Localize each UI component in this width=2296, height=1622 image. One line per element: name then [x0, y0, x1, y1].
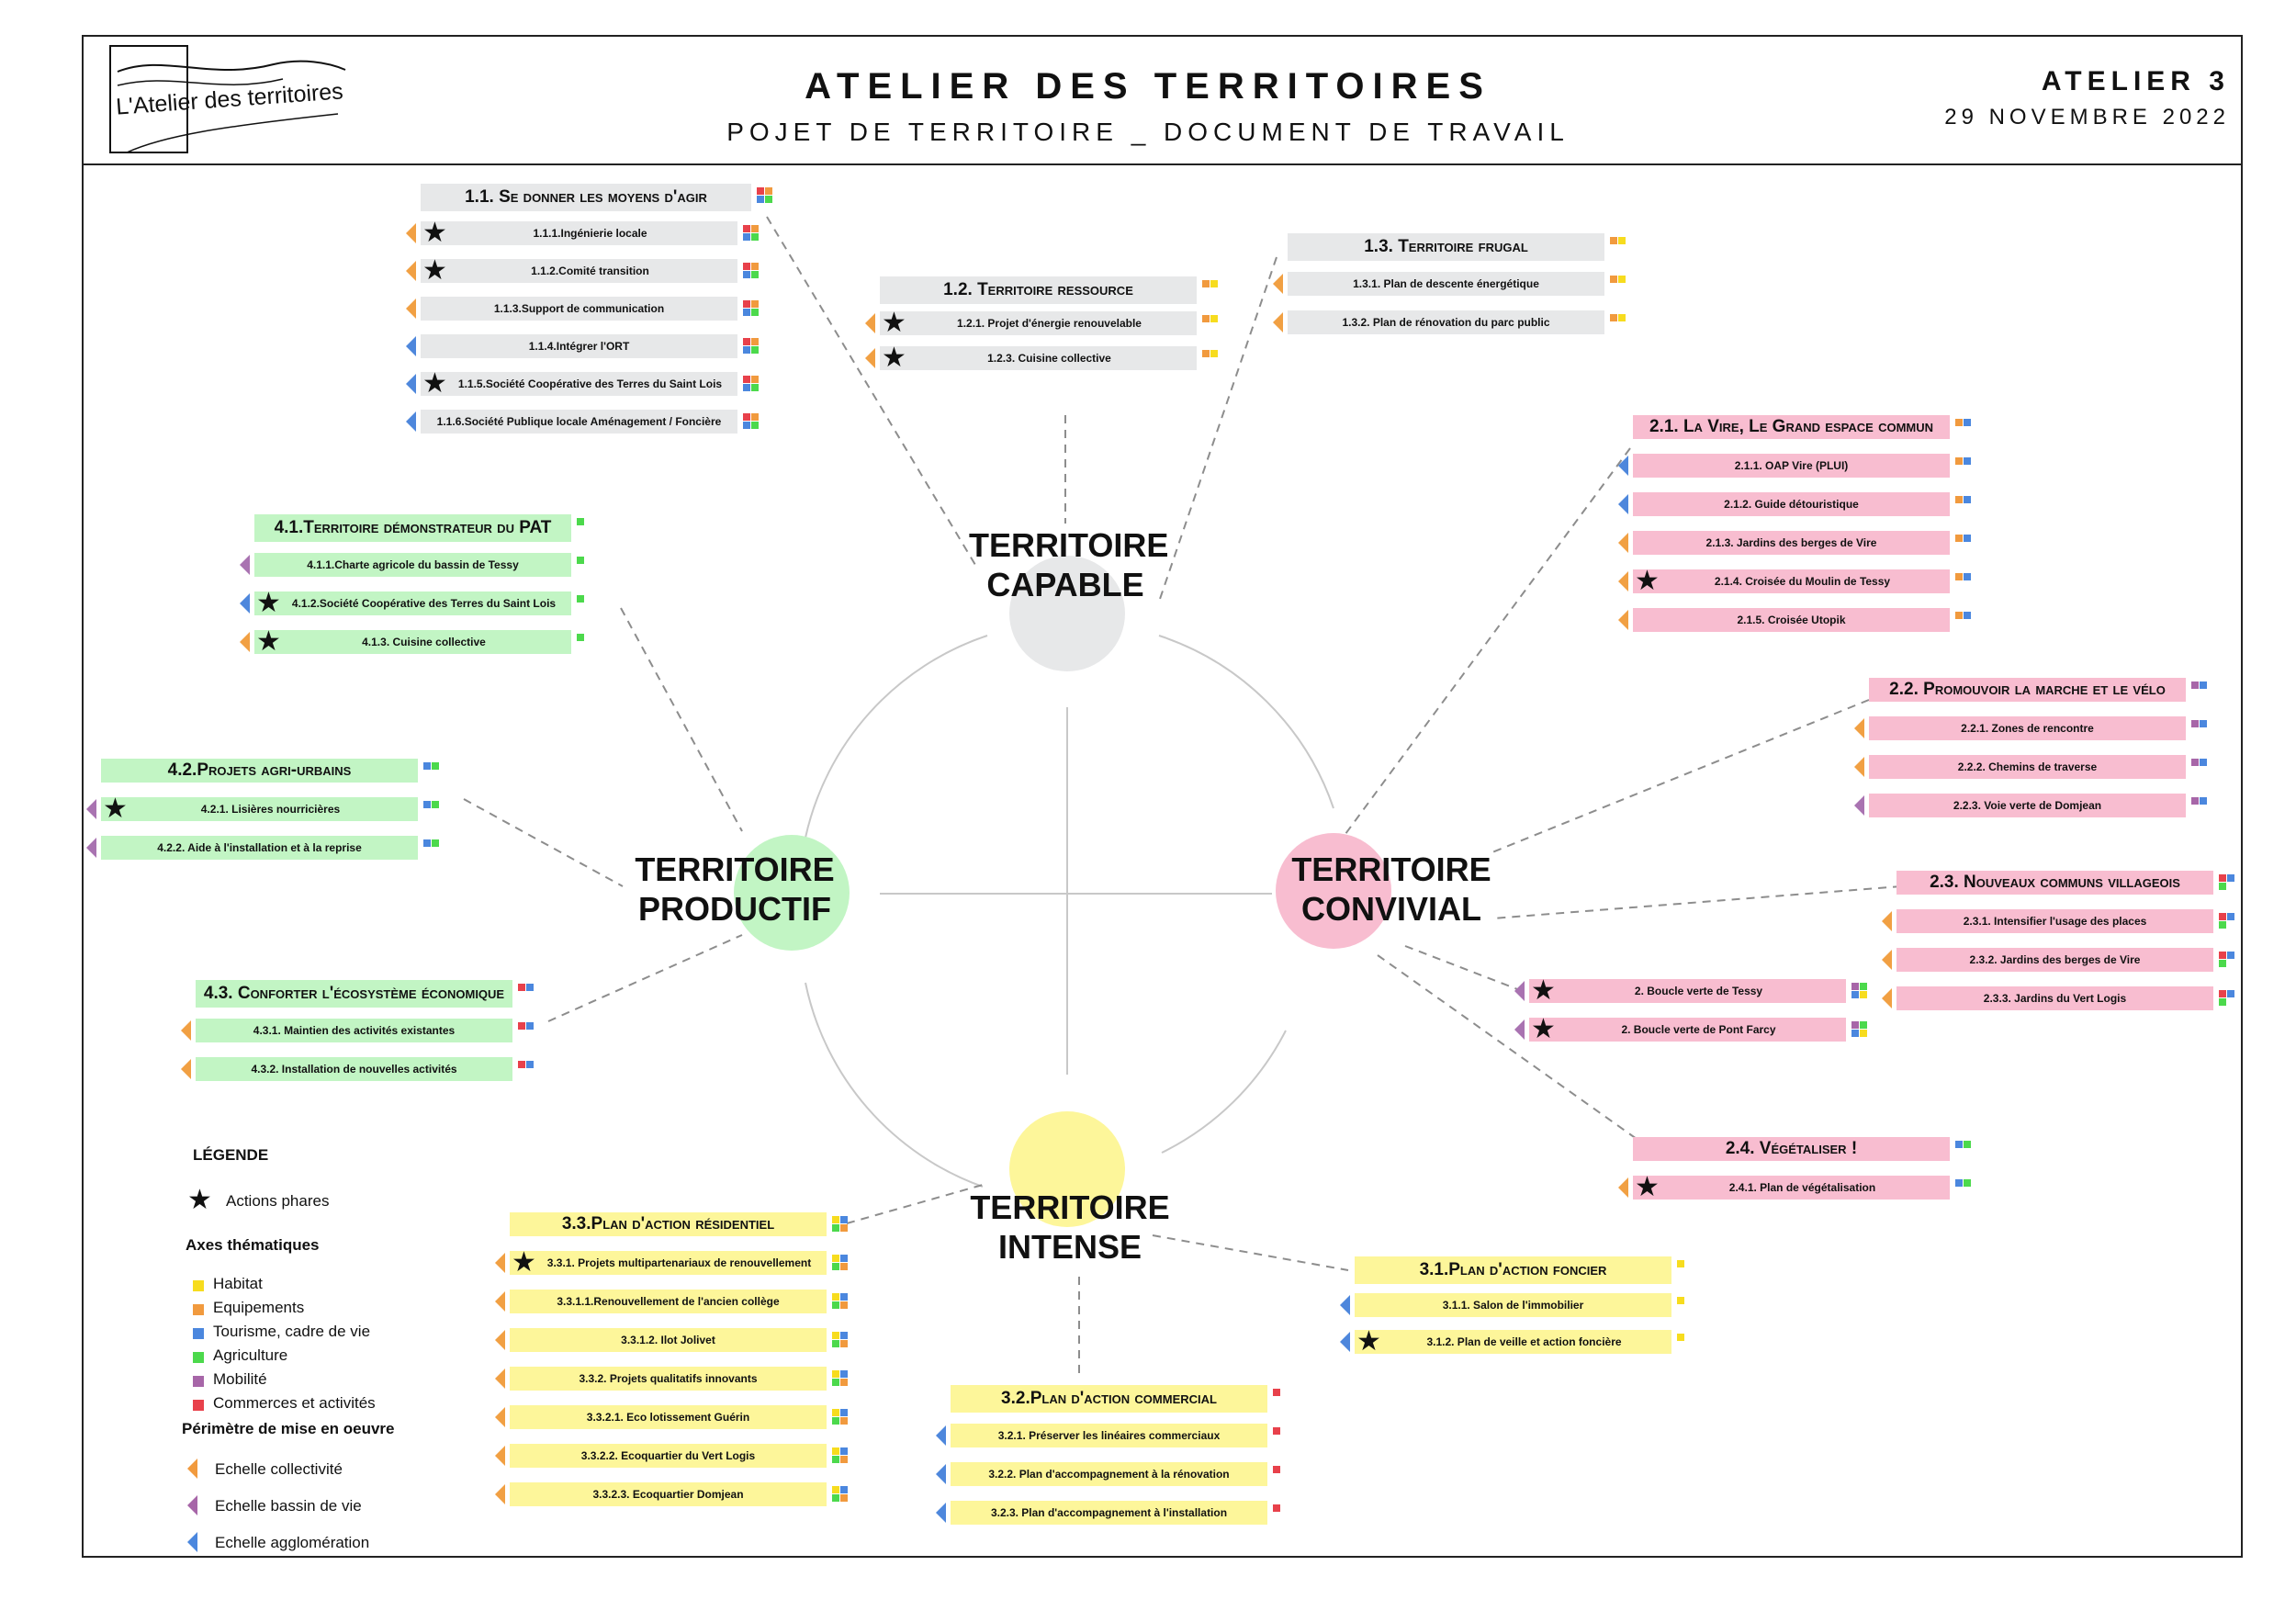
star-icon: ★ [882, 308, 906, 338]
star-icon: ★ [1635, 566, 1660, 596]
theme-squares [832, 1263, 839, 1270]
echelle-triangle-icon [240, 555, 250, 575]
theme-squares [1955, 535, 1963, 542]
theme-squares [751, 422, 759, 429]
theme-squares [1202, 315, 1210, 322]
theme-squares [1210, 350, 1218, 357]
theme-squares [1273, 1466, 1280, 1473]
legend-color-square [193, 1400, 204, 1411]
action-item: 3.3.2.2. Ecoquartier du Vert Logis [510, 1444, 827, 1468]
action-item: 2. Boucle verte de Tessy [1529, 979, 1846, 1003]
legend-color-square [193, 1352, 204, 1363]
legend-perimetre-label: Echelle agglomération [215, 1534, 370, 1551]
legend-axis-label: Commerces et activités [213, 1394, 376, 1412]
action-item: 3.3.1.2. Ilot Jolivet [510, 1328, 827, 1352]
action-item: 1.2.1. Projet d'énergie renouvelable [880, 311, 1197, 335]
echelle-triangle-icon [406, 411, 416, 432]
theme-squares [2219, 913, 2226, 920]
echelle-triangle-icon [1340, 1295, 1350, 1315]
echelle-triangle-icon [406, 223, 416, 243]
theme-squares [751, 338, 759, 345]
legend-axis-label: Mobilité [213, 1370, 267, 1388]
echelle-triangle-icon [1854, 757, 1864, 777]
theme-squares [2219, 921, 2226, 929]
group-header-g43: 4.3. Conforter l'écosystème économique [196, 980, 512, 1008]
action-item: 2. Boucle verte de Pont Farcy [1529, 1018, 1846, 1042]
echelle-triangle-icon [1618, 1177, 1628, 1198]
theme-squares [832, 1447, 839, 1455]
theme-squares [1610, 276, 1617, 283]
theme-squares [1955, 573, 1963, 580]
theme-squares [1618, 276, 1626, 283]
theme-squares [1618, 237, 1626, 244]
echelle-triangle-icon [865, 313, 875, 333]
action-item: 4.2.1. Lisières nourricières [101, 797, 418, 821]
theme-squares [832, 1293, 839, 1301]
theme-squares [840, 1224, 848, 1232]
theme-squares [743, 338, 750, 345]
theme-squares [1964, 573, 1971, 580]
theme-squares [1851, 983, 1859, 990]
theme-squares [1860, 1021, 1867, 1029]
theme-squares [1851, 991, 1859, 998]
star-icon: ★ [882, 343, 906, 373]
action-item: 2.2.1. Zones de rencontre [1869, 716, 2186, 740]
theme-squares [832, 1340, 839, 1347]
echelle-triangle-icon [1514, 1019, 1525, 1040]
theme-squares [832, 1332, 839, 1339]
theme-squares [1964, 457, 1971, 465]
star-icon: ★ [103, 794, 128, 824]
theme-squares [840, 1293, 848, 1301]
theme-squares [840, 1486, 848, 1493]
theme-squares [832, 1370, 839, 1378]
legend-perimetre-title: Périmètre de mise en oeuvre [182, 1420, 395, 1437]
action-item: 4.3.1. Maintien des activités existantes [196, 1019, 512, 1042]
theme-squares [1210, 315, 1218, 322]
theme-squares [751, 233, 759, 241]
theme-squares [1964, 1141, 1971, 1148]
hub-label-productif: TERRITOIRE PRODUCTIF [635, 850, 835, 928]
legend-axis-label: Tourisme, cadre de vie [213, 1323, 371, 1340]
legend-color-square [193, 1328, 204, 1339]
theme-squares [2191, 759, 2199, 766]
theme-squares [1273, 1504, 1280, 1512]
theme-squares [743, 376, 750, 383]
theme-squares [751, 225, 759, 232]
theme-squares [2219, 883, 2226, 890]
theme-squares [743, 384, 750, 391]
theme-squares [2219, 990, 2226, 997]
center-cross [805, 636, 1334, 1187]
action-item: 3.1.2. Plan de veille et action foncière [1355, 1330, 1671, 1354]
theme-squares [577, 518, 584, 525]
theme-squares [1955, 612, 1963, 619]
theme-squares [832, 1417, 839, 1425]
theme-squares [423, 801, 431, 808]
group-header-g21: 2.1. La Vire, Le Grand espace commun [1633, 415, 1950, 439]
action-item: 3.2.3. Plan d'accompagnement à l'installation [951, 1501, 1267, 1525]
action-item: 2.1.3. Jardins des berges de Vire [1633, 531, 1950, 555]
theme-squares [840, 1255, 848, 1262]
action-item: 1.1.6.Société Publique locale Aménagement / Foncière [421, 410, 737, 434]
theme-squares [765, 187, 772, 195]
theme-squares [2219, 952, 2226, 959]
legend-perimetre-label: Echelle bassin de vie [215, 1497, 362, 1515]
theme-squares [1860, 1030, 1867, 1037]
action-item: 1.3.1. Plan de descente énergétique [1288, 272, 1604, 296]
page-title: ATELIER DES TERRITOIRES [805, 66, 1491, 107]
theme-squares [432, 839, 439, 847]
group-header-g23: 2.3. Nouveaux communs villageois [1896, 871, 2213, 895]
action-item: 3.1.1. Salon de l'immobilier [1355, 1293, 1671, 1317]
theme-squares [840, 1494, 848, 1502]
theme-squares [751, 384, 759, 391]
theme-squares [1210, 280, 1218, 287]
echelle-triangle-icon [495, 1291, 505, 1312]
group-header-g12: 1.2. Territoire ressource [880, 276, 1197, 304]
theme-squares [1955, 419, 1963, 426]
theme-squares [1273, 1427, 1280, 1435]
echelle-triangle-icon [86, 838, 96, 858]
action-item: 1.1.5.Société Coopérative des Terres du Saint Lois [421, 372, 737, 396]
theme-squares [743, 422, 750, 429]
legend-axis-label: Habitat [213, 1275, 263, 1292]
hub-label-intense: TERRITOIRE INTENSE [970, 1188, 1170, 1266]
theme-squares [1851, 1030, 1859, 1037]
echelle-triangle-icon [1618, 571, 1628, 591]
theme-squares [840, 1370, 848, 1378]
action-item: 3.3.1.1.Renouvellement de l'ancien collège [510, 1290, 827, 1313]
action-item: 2.3.3. Jardins du Vert Logis [1896, 986, 2213, 1010]
echelle-triangle-icon [181, 1020, 191, 1041]
echelle-triangle-icon [1618, 610, 1628, 630]
echelle-triangle-icon [1618, 494, 1628, 514]
star-icon: ★ [256, 626, 281, 657]
group-header-g22: 2.2. Promouvoir la marche et le vélo [1869, 678, 2186, 702]
theme-squares [765, 196, 772, 203]
legend-color-square [193, 1280, 204, 1291]
theme-squares [1955, 1179, 1963, 1187]
theme-squares [518, 1061, 525, 1068]
theme-squares [1202, 350, 1210, 357]
theme-squares [757, 196, 764, 203]
theme-squares [2227, 913, 2234, 920]
action-item: 2.3.1. Intensifier l'usage des places [1896, 909, 2213, 933]
page-subtitle: POJET DE TERRITOIRE _ DOCUMENT DE TRAVAIL [726, 118, 1570, 146]
theme-squares [1677, 1260, 1684, 1267]
theme-squares [743, 263, 750, 270]
echelle-triangle-icon [1618, 456, 1628, 476]
theme-squares [526, 984, 534, 991]
action-item: 1.3.2. Plan de rénovation du parc public [1288, 310, 1604, 334]
echelle-triangle-icon [187, 1459, 197, 1479]
theme-squares [832, 1409, 839, 1416]
group-header-g33: 3.3.Plan d'action résidentiel [510, 1212, 827, 1236]
action-item: 1.1.2.Comité transition [421, 259, 737, 283]
action-item: 4.2.2. Aide à l'installation et à la reprise [101, 836, 418, 860]
theme-squares [1964, 535, 1971, 542]
theme-squares [840, 1263, 848, 1270]
theme-squares [1955, 457, 1963, 465]
theme-squares [2200, 759, 2207, 766]
theme-squares [840, 1301, 848, 1309]
echelle-triangle-icon [406, 336, 416, 356]
legend-color-square [193, 1304, 204, 1315]
theme-squares [1273, 1389, 1280, 1396]
theme-squares [2227, 874, 2234, 882]
theme-squares [2227, 990, 2234, 997]
legend-perimetre-label: Echelle collectivité [215, 1460, 343, 1478]
action-item: 1.1.4.Intégrer l'ORT [421, 334, 737, 358]
star-icon: ★ [512, 1247, 536, 1278]
action-item: 2.1.2. Guide détouristique [1633, 492, 1950, 516]
echelle-triangle-icon [1618, 533, 1628, 553]
theme-squares [832, 1216, 839, 1223]
legend-star-label: Actions phares [226, 1192, 330, 1210]
theme-squares [832, 1486, 839, 1493]
theme-squares [1860, 991, 1867, 998]
theme-squares [832, 1224, 839, 1232]
theme-squares [832, 1255, 839, 1262]
theme-squares [751, 376, 759, 383]
echelle-triangle-icon [1273, 274, 1283, 294]
theme-squares [751, 346, 759, 354]
echelle-triangle-icon [936, 1503, 946, 1523]
theme-squares [751, 263, 759, 270]
star-icon: ★ [1531, 975, 1556, 1006]
group-header-g13: 1.3. Territoire frugal [1288, 233, 1604, 261]
group-header-g24: 2.4. Végétaliser ! [1633, 1137, 1950, 1161]
legend-axis-label: Agriculture [213, 1346, 288, 1364]
action-item: 2.1.4. Croisée du Moulin de Tessy [1633, 569, 1950, 593]
star-icon: ★ [422, 368, 447, 399]
echelle-triangle-icon [1882, 950, 1892, 970]
echelle-triangle-icon [1514, 981, 1525, 1001]
echelle-triangle-icon [1882, 988, 1892, 1008]
theme-squares [432, 801, 439, 808]
group-header-g11: 1.1. Se donner les moyens d'agir [421, 184, 751, 211]
theme-squares [840, 1340, 848, 1347]
star-icon: ★ [256, 588, 281, 618]
theme-squares [840, 1332, 848, 1339]
theme-squares [840, 1456, 848, 1463]
theme-squares [2219, 960, 2226, 967]
action-item: 3.3.2.3. Ecoquartier Domjean [510, 1482, 827, 1506]
theme-squares [751, 271, 759, 278]
theme-squares [840, 1379, 848, 1386]
star-icon: ★ [1531, 1014, 1556, 1044]
echelle-triangle-icon [495, 1253, 505, 1273]
echelle-triangle-icon [1854, 795, 1864, 816]
theme-squares [751, 413, 759, 421]
legend-title: LÉGENDE [193, 1146, 269, 1164]
theme-squares [2219, 874, 2226, 882]
theme-squares [832, 1494, 839, 1502]
echelle-triangle-icon [181, 1059, 191, 1079]
action-item: 1.1.1.Ingénierie locale [421, 221, 737, 245]
theme-squares [1964, 419, 1971, 426]
echelle-triangle-icon [406, 374, 416, 394]
theme-squares [743, 233, 750, 241]
star-icon: ★ [1356, 1326, 1381, 1357]
theme-squares [743, 300, 750, 308]
group-header-g42: 4.2.Projets agri-urbains [101, 759, 418, 783]
theme-squares [743, 346, 750, 354]
theme-squares [1202, 280, 1210, 287]
theme-squares [743, 225, 750, 232]
theme-squares [577, 634, 584, 641]
action-item: 2.2.2. Chemins de traverse [1869, 755, 2186, 779]
theme-squares [1610, 237, 1617, 244]
action-item: 4.1.1.Charte agricole du bassin de Tessy [254, 553, 571, 577]
legend-axis-label: Equipements [213, 1299, 305, 1316]
theme-squares [423, 839, 431, 847]
theme-squares [2227, 952, 2234, 959]
hub-label-convivial: TERRITOIRE CONVIVIAL [1291, 850, 1491, 928]
theme-squares [1677, 1334, 1684, 1341]
action-item: 3.2.1. Préserver les linéaires commerciaux [951, 1424, 1267, 1447]
theme-squares [2200, 797, 2207, 805]
echelle-triangle-icon [86, 799, 96, 819]
echelle-triangle-icon [1273, 312, 1283, 332]
theme-squares [2200, 720, 2207, 727]
echelle-triangle-icon [187, 1532, 197, 1552]
theme-squares [1955, 496, 1963, 503]
star-icon: ★ [1635, 1172, 1660, 1202]
star-icon: ★ [422, 218, 447, 248]
theme-squares [743, 413, 750, 421]
action-item: 3.2.2. Plan d'accompagnement à la rénovation [951, 1462, 1267, 1486]
group-header-g32: 3.2.Plan d'action commercial [951, 1385, 1267, 1413]
atelier-date: 29 NOVEMBRE 2022 [1944, 105, 2230, 130]
action-item: 3.3.1. Projets multipartenariaux de renouvellement [510, 1251, 827, 1275]
theme-squares [743, 309, 750, 316]
theme-squares [526, 1022, 534, 1030]
theme-squares [840, 1447, 848, 1455]
echelle-triangle-icon [936, 1425, 946, 1446]
theme-squares [577, 557, 584, 564]
theme-squares [1964, 496, 1971, 503]
echelle-triangle-icon [865, 348, 875, 368]
action-item: 4.1.2.Société Coopérative des Terres du Saint Lois [254, 591, 571, 615]
action-item: 2.1.5. Croisée Utopik [1633, 608, 1950, 632]
theme-squares [2219, 998, 2226, 1006]
legend-axes-title: Axes thématiques [186, 1236, 320, 1254]
theme-squares [757, 187, 764, 195]
theme-squares [1677, 1297, 1684, 1304]
echelle-triangle-icon [240, 632, 250, 652]
echelle-triangle-icon [240, 593, 250, 614]
echelle-triangle-icon [495, 1484, 505, 1504]
theme-squares [840, 1216, 848, 1223]
theme-squares [1610, 314, 1617, 321]
echelle-triangle-icon [936, 1464, 946, 1484]
action-item: 3.3.2.1. Eco lotissement Guérin [510, 1405, 827, 1429]
theme-squares [1851, 1021, 1859, 1029]
action-item: 2.3.2. Jardins des berges de Vire [1896, 948, 2213, 972]
hub-label-capable: TERRITOIRE CAPABLE [969, 526, 1169, 603]
theme-squares [526, 1061, 534, 1068]
action-item: 2.2.3. Voie verte de Domjean [1869, 794, 2186, 817]
logo-text: L'Atelier des territoires [115, 78, 344, 120]
echelle-triangle-icon [495, 1446, 505, 1466]
star-icon: ★ [187, 1185, 212, 1215]
legend-color-square [193, 1376, 204, 1387]
echelle-triangle-icon [1854, 718, 1864, 738]
echelle-triangle-icon [406, 261, 416, 281]
theme-squares [518, 984, 525, 991]
action-item: 2.1.1. OAP Vire (PLUI) [1633, 454, 1950, 478]
theme-squares [432, 762, 439, 770]
theme-squares [832, 1456, 839, 1463]
theme-squares [423, 762, 431, 770]
theme-squares [518, 1022, 525, 1030]
echelle-triangle-icon [187, 1495, 197, 1515]
action-item: 4.3.2. Installation de nouvelles activités [196, 1057, 512, 1081]
theme-squares [2191, 797, 2199, 805]
theme-squares [1964, 612, 1971, 619]
star-icon: ★ [422, 255, 447, 286]
theme-squares [751, 300, 759, 308]
action-item: 4.1.3. Cuisine collective [254, 630, 571, 654]
echelle-triangle-icon [1882, 911, 1892, 931]
theme-squares [832, 1379, 839, 1386]
echelle-triangle-icon [406, 298, 416, 319]
theme-squares [1860, 983, 1867, 990]
theme-squares [751, 309, 759, 316]
echelle-triangle-icon [495, 1330, 505, 1350]
theme-squares [2191, 720, 2199, 727]
theme-squares [1964, 1179, 1971, 1187]
group-header-g31: 3.1.Plan d'action foncier [1355, 1256, 1671, 1284]
echelle-triangle-icon [495, 1369, 505, 1389]
action-item: 2.4.1. Plan de végétalisation [1633, 1176, 1950, 1200]
theme-squares [840, 1417, 848, 1425]
theme-squares [2200, 681, 2207, 689]
action-item: 1.2.3. Cuisine collective [880, 346, 1197, 370]
theme-squares [2191, 681, 2199, 689]
theme-squares [832, 1301, 839, 1309]
theme-squares [577, 595, 584, 603]
action-item: 3.3.2. Projets qualitatifs innovants [510, 1367, 827, 1391]
atelier-number: ATELIER 3 [2041, 66, 2230, 96]
theme-squares [1955, 1141, 1963, 1148]
theme-squares [840, 1409, 848, 1416]
group-header-g41: 4.1.Territoire démonstrateur du PAT [254, 514, 571, 542]
theme-squares [743, 271, 750, 278]
action-item: 1.1.3.Support de communication [421, 297, 737, 321]
echelle-triangle-icon [1340, 1332, 1350, 1352]
theme-squares [1618, 314, 1626, 321]
echelle-triangle-icon [495, 1407, 505, 1427]
